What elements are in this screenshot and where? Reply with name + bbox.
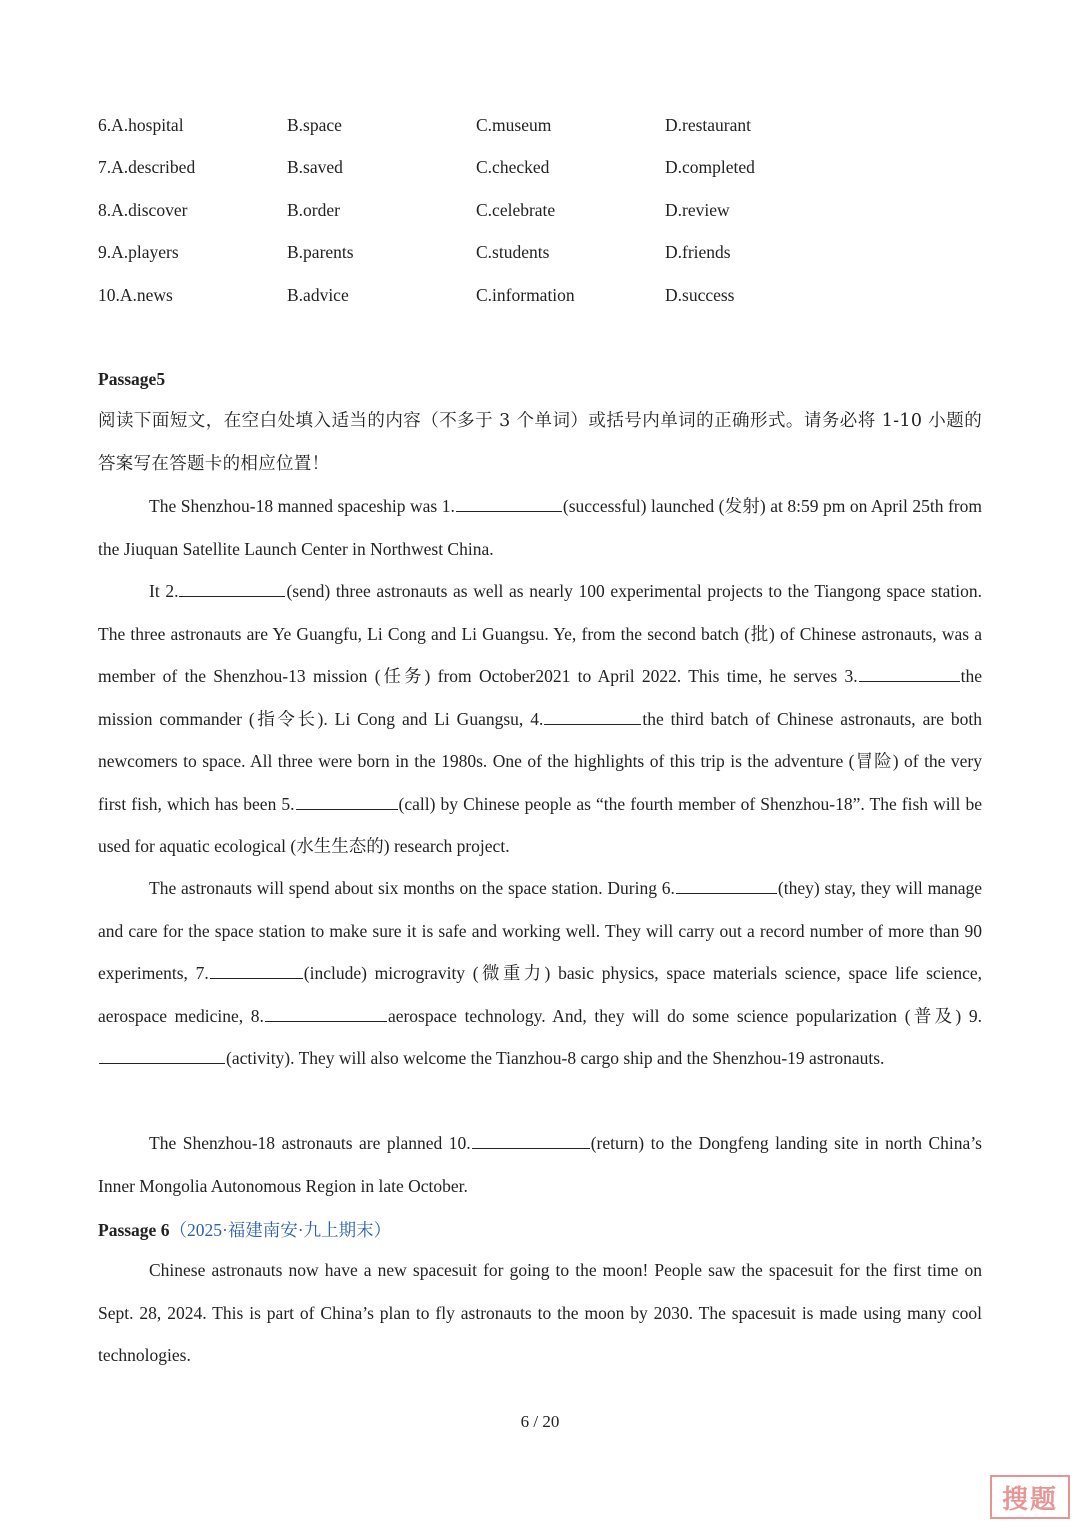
passage5-text: The Shenzhou-18 manned spaceship was 1.: [149, 496, 455, 516]
option-cell: 8.A.discover: [98, 199, 188, 220]
answer-blank-5: [296, 791, 398, 810]
passage6-heading: [98, 1217, 391, 1242]
answer-blank-2: [179, 578, 285, 597]
option-cell: B.saved: [287, 157, 343, 178]
passage6-title: Passage 6: [98, 1220, 170, 1240]
option-cell: C.celebrate: [476, 199, 556, 220]
passage5-text: the third batch of Chinese astronauts, are both newcomers to space. All three were born in the 1980s. One of the highlights of this trip is the adventure (冒险) of the very first fish, which has been 5.: [98, 708, 982, 814]
option-cell: C.museum: [476, 114, 552, 135]
passage5-text: It 2.: [149, 581, 179, 601]
option-cell: B.parents: [287, 242, 354, 263]
passage5-text: the mission commander (指令长). Li Cong and Li Guangsu, 4.: [98, 666, 982, 729]
option-cell: C.checked: [476, 157, 550, 178]
watermark-stamp: 搜题: [990, 1475, 1070, 1519]
answer-blank-4: [544, 706, 641, 725]
passage6-paragraph-1: Chinese astronauts now have a new spacesuit for going to the moon! People saw the spacesuit for the first time on Sept. 28, 2024. This is part of China’s plan to fly astronauts to the moon by 2030. The spacesuit is made using many cool technologies.: [98, 1260, 982, 1365]
option-row: [98, 232, 854, 275]
passage5-text: (they) stay, they will manage and care for the space station to make sure it is safe and working well. They will carry out a record number of more than 90 experiments, 7.: [98, 878, 982, 983]
passage5-text: (include) microgravity (微重力) basic physics, space materials science, space life science, aerospace medicine, 8.: [98, 963, 982, 1026]
option-cell: B.order: [287, 199, 340, 220]
option-row: [98, 274, 854, 317]
passage5-paragraph-4: [98, 1122, 982, 1207]
option-cell: D.friends: [665, 242, 731, 263]
passage5-text: (send) three astronauts as well as nearly 100 experimental projects to the Tiangong space station. The three astronauts are Ye Guangfu, Li Cong and Li Guangsu. Ye, from the second batch (批) of Chinese astronauts, was a member of the Shenzhou-13 mission (任务) from October2021 to April 2022. This time, he serves 3.: [98, 581, 982, 686]
option-cell: 7.A.described: [98, 157, 196, 178]
passage5-text: (return) to the Dongfeng landing site in north China’s Inner Mongolia Autonomous Region in late October.: [98, 1133, 982, 1196]
answer-blank-7: [210, 960, 303, 979]
option-cell: D.success: [665, 284, 735, 305]
option-cell: D.review: [665, 199, 730, 220]
passage5-paragraph-3: [98, 867, 982, 1080]
passage5-text: (activity). They will also welcome the Tianzhou-8 cargo ship and the Shenzhou-19 astronauts.: [226, 1048, 885, 1068]
option-row: [98, 147, 854, 190]
passage5-paragraph-1: [98, 485, 982, 570]
answer-blank-3: [859, 663, 960, 682]
option-cell: B.space: [287, 114, 342, 135]
option-cell: 9.A.players: [98, 242, 179, 263]
answer-options-table: [98, 104, 854, 317]
passage5-instruction: 阅读下面短文，在空白处填入适当的内容（不多于 3 个单词）或括号内单词的正确形式。请务必将 1-10 小题的答案写在答题卡的相应位置！: [98, 411, 982, 474]
passage5-title: Passage5: [98, 369, 166, 389]
passage5-paragraph-2: [98, 570, 982, 868]
option-cell: 6.A.hospital: [98, 114, 184, 135]
answer-blank-1: [456, 493, 562, 512]
answer-blank-8: [265, 1003, 387, 1022]
option-cell: B.advice: [287, 284, 349, 305]
passage5-text: aerospace technology. And, they will do some science popularization (普及) 9.: [387, 1005, 982, 1026]
option-cell: D.completed: [665, 157, 755, 178]
option-row: [98, 104, 854, 147]
page-number: 6 / 20: [520, 1412, 560, 1431]
passage6-source: （2025·福建南安·九上期末）: [169, 1220, 392, 1240]
option-cell: D.restaurant: [665, 114, 752, 135]
option-cell: C.students: [476, 242, 550, 263]
passage5-text: The Shenzhou-18 astronauts are planned 10.: [149, 1133, 471, 1153]
answer-blank-10: [472, 1130, 590, 1149]
option-cell: C.information: [476, 284, 575, 305]
passage5-text: (successful) launched (发射) at 8:59 pm on April 25th from the Jiuquan Satellite Launch Center in Northwest China.: [98, 496, 983, 559]
option-cell: 10.A.news: [98, 284, 173, 305]
passage5-text: The astronauts will spend about six months on the space station. During 6.: [149, 878, 675, 898]
option-row: [98, 189, 854, 232]
passage5-text: (call) by Chinese people as “the fourth member of Shenzhou-18”. The fish will be used for aquatic ecological (水生生态的) research project.: [98, 793, 982, 856]
answer-blank-9: [99, 1045, 225, 1064]
answer-blank-6: [676, 875, 777, 894]
